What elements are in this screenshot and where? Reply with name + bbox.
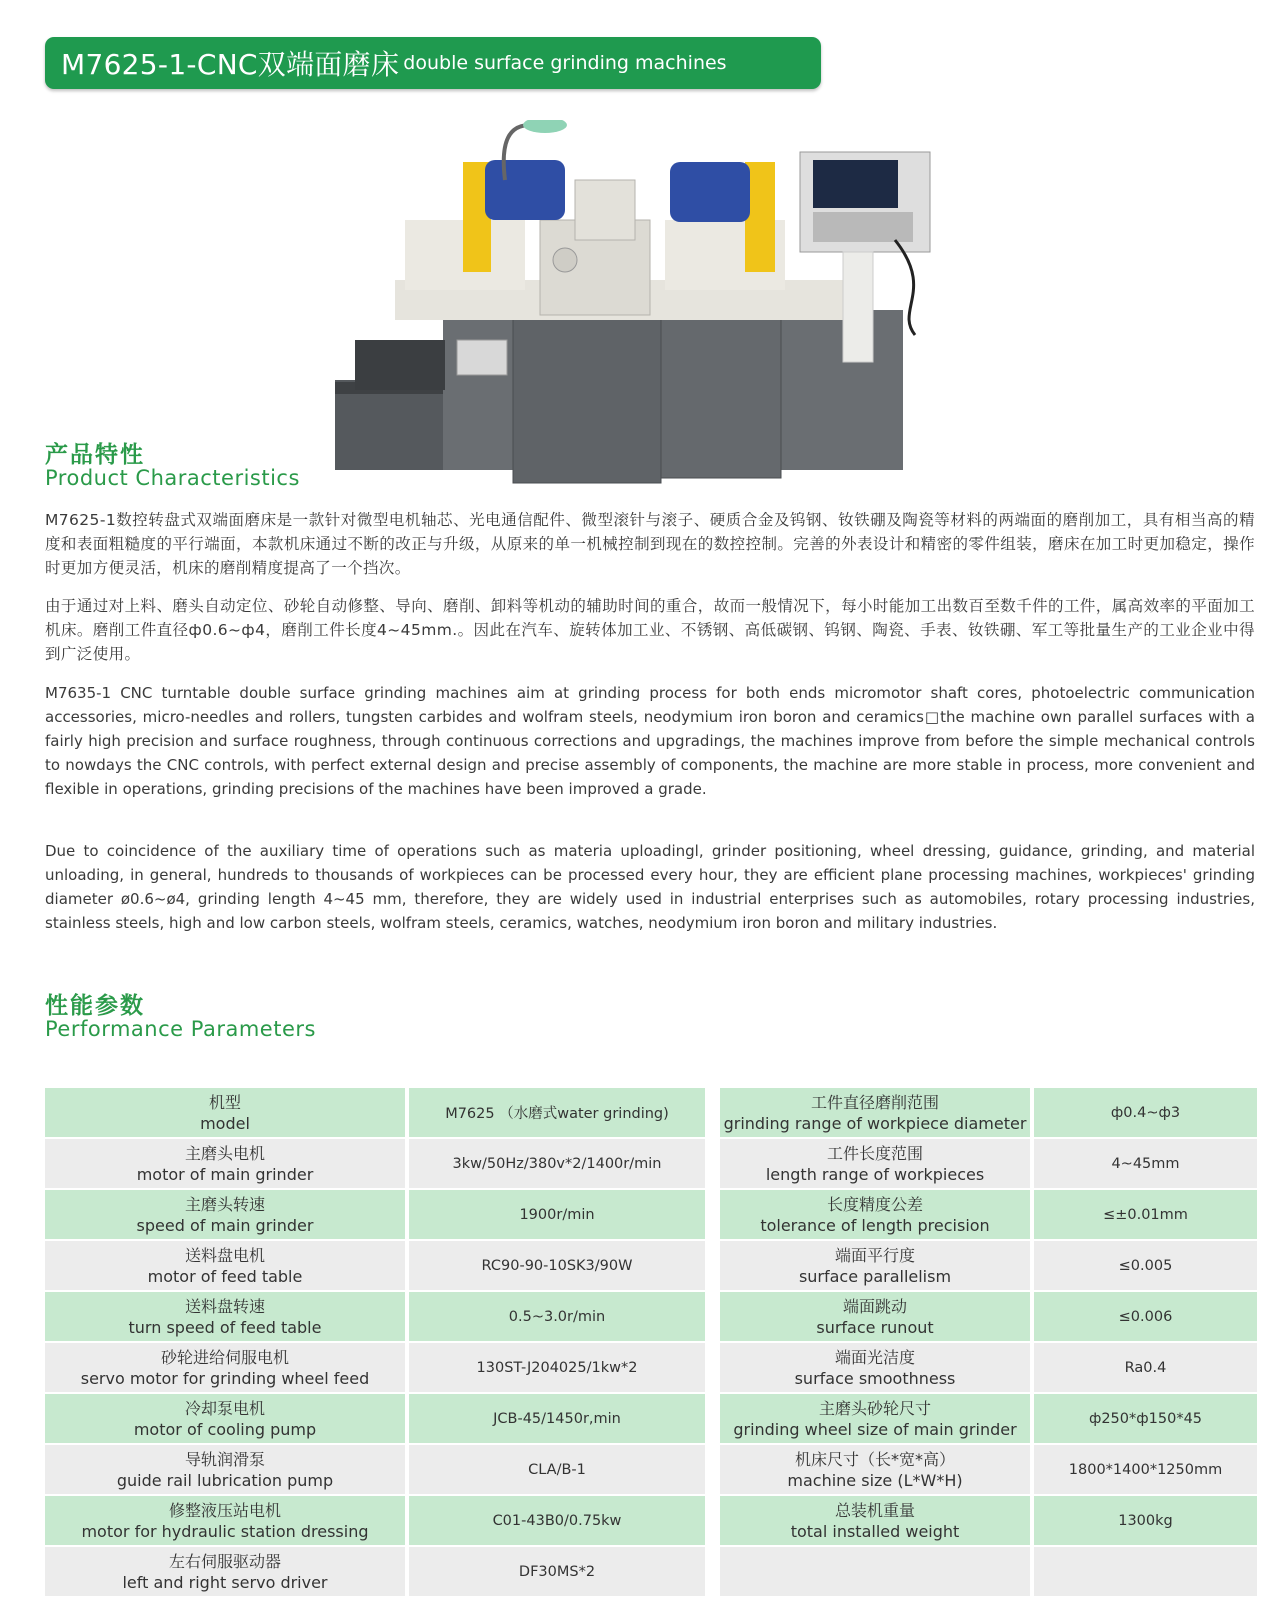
param-value: ф250*ф150*45: [1030, 1394, 1257, 1443]
param-name-cell: [720, 1190, 1030, 1239]
parameters-table-left: [45, 1088, 705, 1598]
param-name-cell: [45, 1190, 405, 1239]
machine-photo: [335, 120, 975, 490]
param-name-cn: 送料盘电机: [184, 1245, 265, 1265]
param-name-cn: 长度精度公差: [826, 1194, 923, 1214]
param-name-cn: 机床尺寸（长*宽*高）: [794, 1449, 955, 1469]
param-name-cn: 主磨头砂轮尺寸: [818, 1398, 931, 1418]
param-name-en: motor for hydraulic station dressing: [81, 1521, 369, 1541]
param-value: 1800*1400*1250mm: [1030, 1445, 1257, 1494]
param-row: [720, 1190, 1257, 1239]
param-name-cn: 端面跳动: [842, 1296, 907, 1316]
param-name-cell: [45, 1343, 405, 1392]
param-row: [720, 1496, 1257, 1545]
characteristics-para-cn-1: M7625-1数控转盘式双端面磨床是一款针对微型电机轴芯、光电通信配件、微型滚针与滚子、硬质合金及钨钢、钕铁硼及陶瓷等材料的两端面的磨削加工，具有相当高的精度和表面粗糙度的平行端面，本款机床通过不断的改正与升级，从原来的单一机械控制到现在的数控控制。完善的外表设计和精密的零件组装，磨床在加工时更加稳定，操作时更加方便灵活，机床的磨削精度提高了一个挡次。: [45, 511, 1255, 577]
param-name-cn: 主磨头转速: [184, 1194, 265, 1214]
param-name-en: grinding range of workpiece diameter: [723, 1113, 1027, 1133]
title-banner: [45, 37, 821, 89]
param-name-cn: 机型: [208, 1092, 241, 1112]
param-name-cell: [720, 1139, 1030, 1188]
characteristics-para-cn-2: 由于通过对上料、磨头自动定位、砂轮自动修整、导向、磨削、卸料等机动的辅助时间的重合，故而一般情况下，每小时能加工出数百至数千件的工件，属高效率的平面加工机床。磨削工件直径ф0.6~ф4，磨削工件长度4~45mm.。因此在汽车、旋转体加工业、不锈钢、高低碳钢、钨钢、陶瓷、手表、钕铁硼、军工等批量生产的工业企业中得到广泛使用。: [45, 597, 1255, 663]
param-row: [45, 1139, 705, 1188]
param-row: [720, 1241, 1257, 1290]
param-row: [45, 1190, 705, 1239]
param-name-cell: [45, 1088, 405, 1137]
param-row: [720, 1139, 1257, 1188]
param-name-cell: [45, 1139, 405, 1188]
param-name-cell: [720, 1547, 1030, 1596]
param-row: [720, 1394, 1257, 1443]
characteristics-heading-cn: 产品特性: [45, 442, 145, 468]
param-value: 0.5~3.0r/min: [405, 1292, 705, 1341]
param-value: DF30MS*2: [405, 1547, 705, 1596]
param-name-en: left and right servo driver: [122, 1572, 328, 1592]
param-row: [45, 1241, 705, 1290]
param-row: [45, 1088, 705, 1137]
param-name-en: model: [200, 1113, 250, 1133]
parameters-table-right: [720, 1088, 1257, 1598]
param-name-cn: 工件直径磨削范围: [810, 1092, 939, 1112]
param-row: [720, 1088, 1257, 1137]
param-name-cell: [720, 1241, 1030, 1290]
param-row: [720, 1547, 1257, 1596]
param-name-en: servo motor for grinding wheel feed: [80, 1368, 370, 1388]
param-value: RC90-90-10SK3/90W: [405, 1241, 705, 1290]
param-name-en: tolerance of length precision: [760, 1215, 990, 1235]
param-row: [720, 1445, 1257, 1494]
characteristics-heading-en: Product Characteristics: [45, 466, 300, 490]
param-name-cn: 端面平行度: [834, 1245, 915, 1265]
param-value: JCB-45/1450r,min: [405, 1394, 705, 1443]
param-name-cell: [45, 1394, 405, 1443]
param-name-cell: [720, 1088, 1030, 1137]
param-name-en: machine size (L*W*H): [787, 1470, 963, 1490]
parameters-heading-en: Performance Parameters: [45, 1017, 316, 1041]
banner-title: M7625-1-CNC双端面磨床: [61, 48, 400, 81]
param-name-cn: 导轨润滑泵: [184, 1449, 265, 1469]
param-name-cn: 砂轮进给伺服电机: [160, 1347, 289, 1367]
param-name-cn: 修整液压站电机: [168, 1500, 281, 1520]
param-name-cn: 左右伺服驱动器: [168, 1551, 281, 1571]
param-value: 3kw/50Hz/380v*2/1400r/min: [405, 1139, 705, 1188]
param-value: ≤±0.01mm: [1030, 1190, 1257, 1239]
param-name-cn: 工件长度范围: [826, 1143, 923, 1163]
param-value: [1030, 1547, 1257, 1596]
param-name-en: surface runout: [816, 1317, 934, 1337]
param-name-cn: 总装机重量: [834, 1500, 915, 1520]
param-name-en: guide rail lubrication pump: [116, 1470, 334, 1490]
param-value: 1900r/min: [405, 1190, 705, 1239]
param-name-en: surface parallelism: [798, 1266, 952, 1286]
param-row: [45, 1547, 705, 1596]
param-name-cell: [45, 1292, 405, 1341]
param-value: CLA/B-1: [405, 1445, 705, 1494]
param-name-en: grinding wheel size of main grinder: [733, 1419, 1017, 1439]
param-name-cn: 主磨头电机: [184, 1143, 265, 1163]
param-name-cell: [45, 1496, 405, 1545]
param-name-en: motor of main grinder: [136, 1164, 314, 1184]
param-name-en: surface smoothness: [794, 1368, 956, 1388]
param-name-cell: [720, 1445, 1030, 1494]
characteristics-para-en-1: M7635-1 CNC turntable double surface grinding machines aim at grinding process for both ends micromotor shaft cores, photoelectric communication accessories, micro-needles and rollers, tungsten carbides and wolfram steels, neodymium iron boron and ceramics□the machine own parallel surfaces with a fairly high precision and surface roughness, through continuous corrections and upgradings, the machines improve from before the simple mechanical controls to nowdays the CNC controls, with perfect external design and precise assembly of components, the machine are more stable in process, more convenient and flexible in operations, grinding precisions of the machines have been improved a grade.: [45, 684, 1255, 798]
param-name-en: length range of workpieces: [765, 1164, 985, 1184]
param-row: [45, 1496, 705, 1545]
param-name-cell: [720, 1343, 1030, 1392]
param-name-en: turn speed of feed table: [128, 1317, 322, 1337]
param-name-cell: [720, 1496, 1030, 1545]
param-name-en: motor of cooling pump: [133, 1419, 317, 1439]
param-name-en: motor of feed table: [147, 1266, 303, 1286]
param-row: [45, 1394, 705, 1443]
param-value: C01-43B0/0.75kw: [405, 1496, 705, 1545]
param-name-en: total installed weight: [790, 1521, 960, 1541]
param-row: [45, 1445, 705, 1494]
param-name-cell: [45, 1445, 405, 1494]
param-value: M7625 （水磨式water grinding): [405, 1088, 705, 1137]
param-name-cn: 送料盘转速: [184, 1296, 265, 1316]
param-value: 1300kg: [1030, 1496, 1257, 1545]
param-value: ≤0.006: [1030, 1292, 1257, 1341]
param-name-cell: [45, 1547, 405, 1596]
parameters-heading-cn: 性能参数: [45, 993, 145, 1019]
param-name-cell: [720, 1292, 1030, 1341]
param-row: [720, 1292, 1257, 1341]
param-row: [45, 1343, 705, 1392]
param-row: [720, 1343, 1257, 1392]
param-name-cn: 端面光洁度: [834, 1347, 915, 1367]
param-name-en: speed of main grinder: [136, 1215, 314, 1235]
param-name-cn: 冷却泵电机: [184, 1398, 265, 1418]
param-value: ф0.4~ф3: [1030, 1088, 1257, 1137]
banner-subtitle: double surface grinding machines: [403, 52, 727, 74]
param-row: [45, 1292, 705, 1341]
param-value: 4~45mm: [1030, 1139, 1257, 1188]
param-value: 130ST-J204025/1kw*2: [405, 1343, 705, 1392]
param-name-cell: [720, 1394, 1030, 1443]
param-name-cell: [45, 1241, 405, 1290]
param-value: ≤0.005: [1030, 1241, 1257, 1290]
param-value: Ra0.4: [1030, 1343, 1257, 1392]
characteristics-para-en-2: Due to coincidence of the auxiliary time of operations such as materia uploadingl, grinder positioning, wheel dressing, guidance, grinding, and material unloading, in general, hundreds to thousands of workpieces can be processed every hour, they are efficient plane processing machines, workpieces' grinding diameter ø0.6~ø4, grinding length 4~45 mm, therefore, they are widely used in industrial enterprises such as automobiles, rotary processing industries, stainless steels, high and low carbon steels, wolfram steels, ceramics, watches, neodymium iron boron and military industries.: [45, 842, 1255, 932]
